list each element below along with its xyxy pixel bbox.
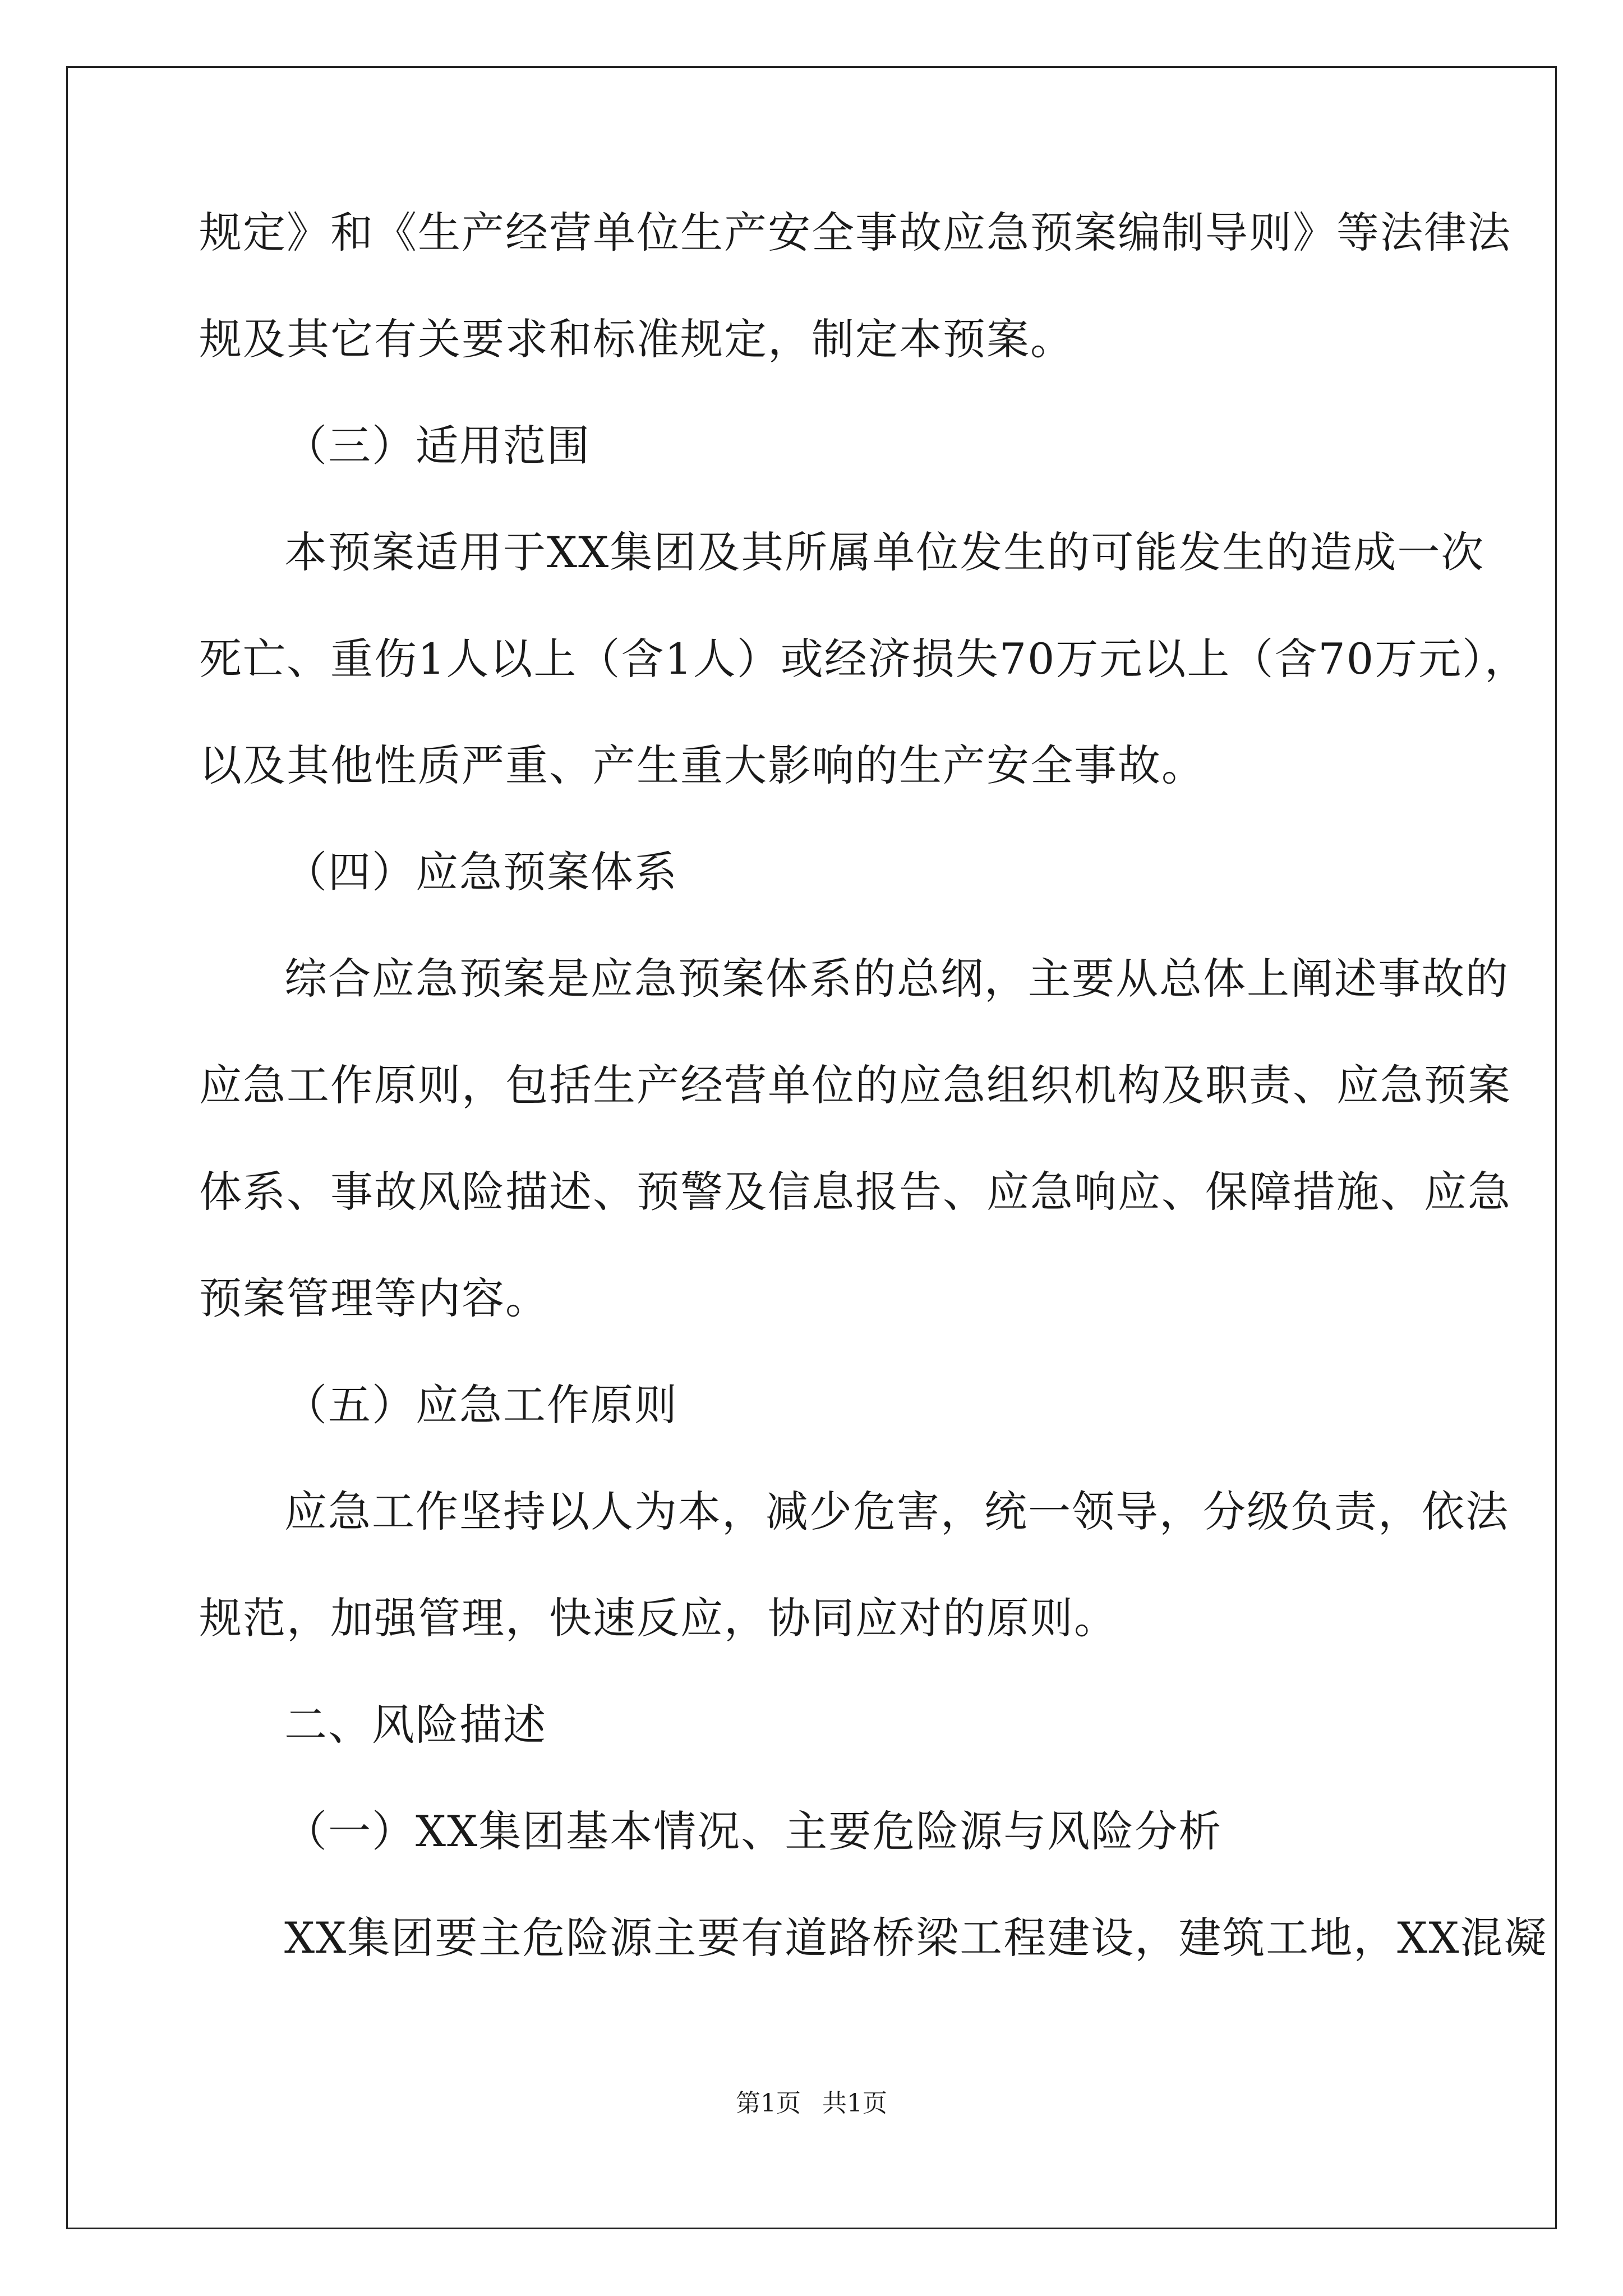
section-heading: （三）适用范围 [284, 421, 591, 471]
paragraph-line: 规及其它有关要求和标准规定，制定本预案。 [199, 314, 1074, 364]
paragraph-line: 死亡、重伤1人以上（含1人）或经济损失70万元以上（含70万元）， [199, 634, 1529, 684]
paragraph-line: 规范，加强管理，快速反应，协同应对的原则。 [199, 1593, 1118, 1643]
paragraph-line: 本预案适用于XX集团及其所属单位发生的可能发生的造成一次 [284, 527, 1485, 577]
section-heading: （五）应急工作原则 [284, 1380, 678, 1430]
chapter-heading: 二、风险描述 [284, 1700, 547, 1750]
paragraph-line: 应急工作原则，包括生产经营单位的应急组织机构及职责、应急预案 [199, 1060, 1511, 1110]
paragraph-line: 应急工作坚持以人为本，减少危害，统一领导，分级负责，依法 [284, 1487, 1509, 1536]
paragraph-line: 以及其他性质严重、产生重大影响的生产安全事故。 [199, 740, 1205, 790]
paragraph-line: XX集团要主危险源主要有道路桥梁工程建设，建筑工地，XX混凝 [284, 1913, 1548, 1963]
paragraph-line: 预案管理等内容。 [199, 1273, 549, 1323]
page-footer [0, 2087, 1623, 2120]
paragraph-line: 综合应急预案是应急预案体系的总纲，主要从总体上阐述事故的 [284, 954, 1509, 1004]
paragraph-line: 体系、事故风险描述、预警及信息报告、应急响应、保障措施、应急 [199, 1167, 1511, 1217]
page-border [66, 66, 1557, 2229]
paragraph-line: 规定》和《生产经营单位生产安全事故应急预案编制导则》等法律法 [199, 208, 1511, 257]
page-number: 第1页 [736, 2089, 801, 2118]
section-heading: （一）XX集团基本情况、主要危险源与风险分析 [284, 1806, 1223, 1856]
total-pages: 共1页 [822, 2089, 887, 2118]
section-heading: （四）应急预案体系 [284, 847, 678, 897]
